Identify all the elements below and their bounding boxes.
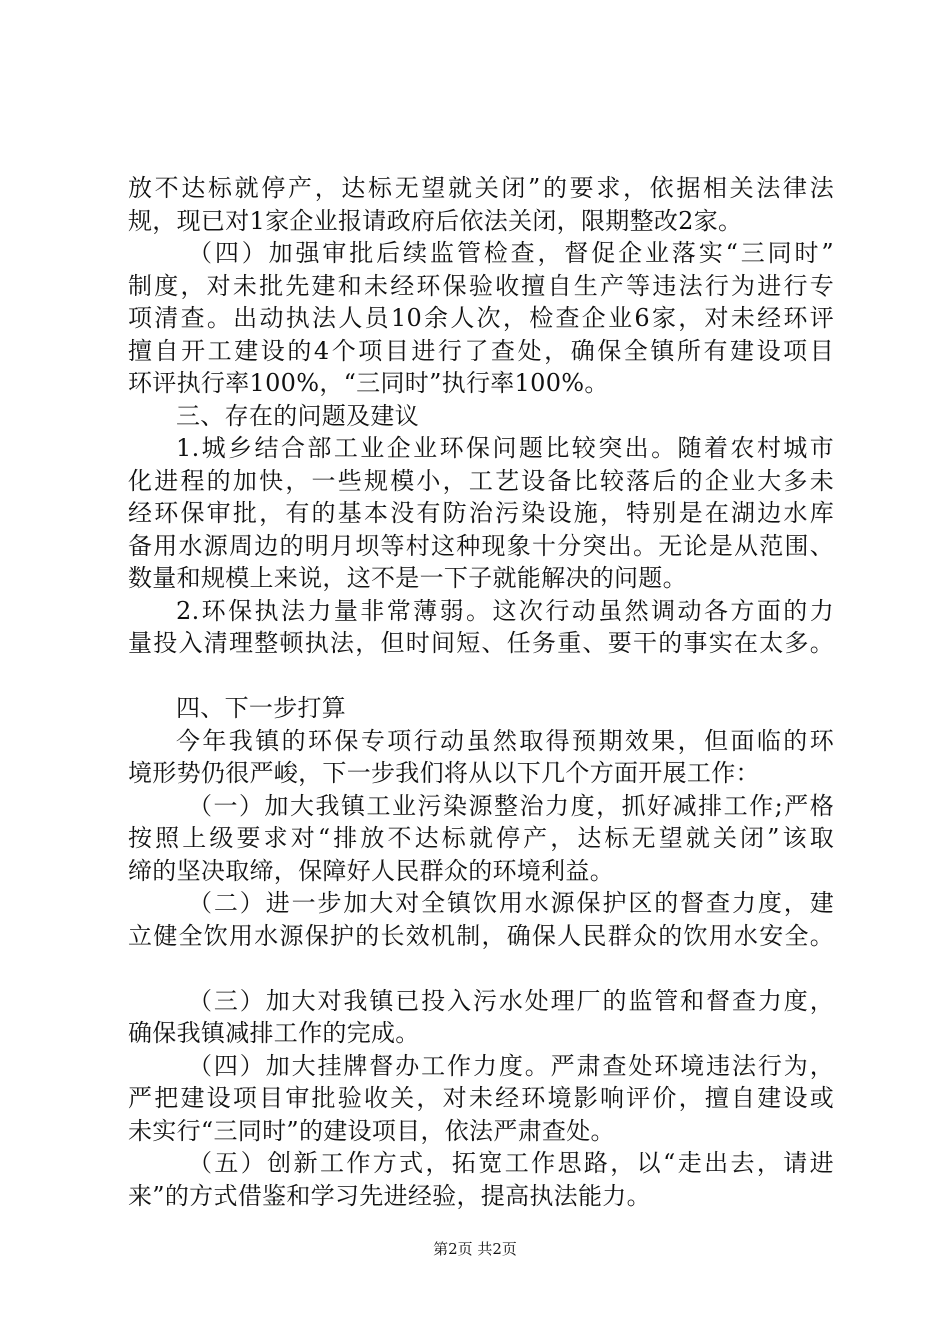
body-line: 数量和规模上来说，这不是一下子就能解决的问题。 — [128, 564, 687, 592]
paragraph-gap — [128, 660, 834, 693]
body-line: 立健全饮用水源保护的长效机制，确保人民群众的饮用水安全。 — [128, 921, 834, 950]
body-line: 缔的坚决取缔，保障好人民群众的环境利益。 — [128, 856, 614, 885]
body-line: 化进程的加快，一些规模小，工艺设备比较落后的企业大多未 — [128, 466, 834, 495]
body-line: 规，现已对1家企业报请政府后依法关闭，限期整改2家。 — [128, 206, 743, 235]
body-line: 按照上级要求对“排放不达标就停产，达标无望就关闭”该取 — [128, 824, 834, 852]
body-line: 1.城乡结合部工业企业环保问题比较突出。随着农村城市 — [176, 434, 834, 462]
section-heading: 三、存在的问题及建议 — [176, 401, 419, 430]
body-line: 量投入清理整顿执法，但时间短、任务重、要干的事实在太多。 — [128, 629, 834, 657]
body-line: 严把建设项目审批验收关，对未经环境影响评价，擅自建设或 — [128, 1084, 834, 1112]
body-line: （二）进一步加大对全镇饮用水源保护区的督查力度，建 — [188, 889, 834, 917]
body-line: 未实行“三同时”的建设项目，依法严肃查处。 — [128, 1116, 615, 1145]
body-line: （一）加大我镇工业污染源整治力度，抓好减排工作;严格 — [188, 791, 834, 820]
body-line: 境形势仍很严峻，下一步我们将从以下几个方面开展工作： — [128, 759, 760, 787]
body-line: 来”的方式借鉴和学习先进经验，提高执法能力。 — [128, 1181, 651, 1210]
section-heading: 四、下一步打算 — [176, 694, 347, 722]
body-line: 2.环保执法力量非常薄弱。这次行动虽然调动各方面的力 — [176, 596, 834, 625]
document-body — [128, 172, 834, 1212]
body-line: （四）加强审批后续监管检查，督促企业落实“三同时” — [188, 239, 834, 267]
body-line: 确保我镇减排工作的完成。 — [128, 1019, 420, 1047]
body-line: （三）加大对我镇已投入污水处理厂的监管和督查力度， — [188, 986, 834, 1015]
body-line: 备用水源周边的明月坝等村这种现象十分突出。无论是从范围、 — [128, 531, 834, 560]
body-line: 擅自开工建设的4个项目进行了查处，确保全镇所有建设项目 — [128, 336, 834, 365]
paragraph-gap — [128, 952, 834, 985]
body-line: （四）加大挂牌督办工作力度。严肃查处环境违法行为， — [188, 1051, 834, 1080]
body-line: 经环保审批，有的基本没有防治污染设施，特别是在湖边水库 — [128, 499, 834, 527]
page-footer: 第2页 共2页 — [433, 1240, 517, 1258]
body-line: 制度，对未批先建和未经环保验收擅自生产等违法行为进行专 — [128, 271, 834, 300]
body-line: 放不达标就停产，达标无望就关闭”的要求，依据相关法律法 — [128, 174, 834, 202]
body-line: 环评执行率100%，“三同时”执行率100%。 — [128, 369, 609, 397]
body-line: 今年我镇的环保专项行动虽然取得预期效果，但面临的环 — [176, 726, 834, 755]
body-line: （五）创新工作方式，拓宽工作思路，以“走出去，请进 — [188, 1149, 834, 1177]
body-line: 项清查。出动执法人员10余人次，检查企业6家，对未经环评 — [128, 304, 834, 332]
